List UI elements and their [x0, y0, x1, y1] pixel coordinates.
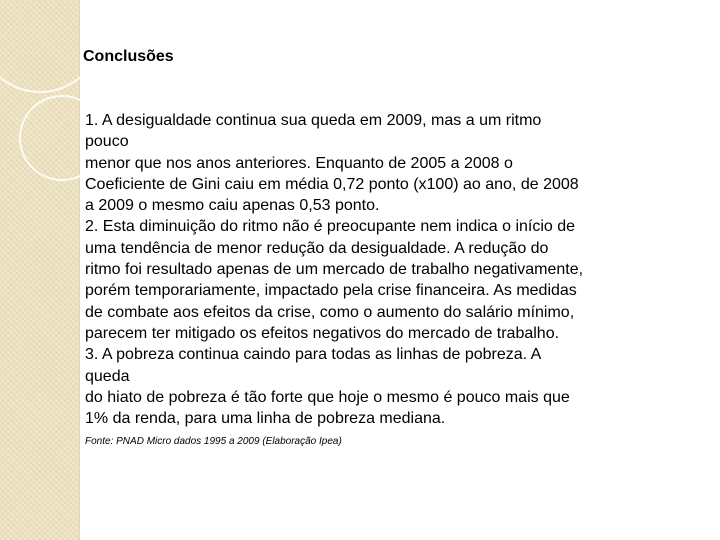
- source-note: Fonte: PNAD Micro dados 1995 a 2009 (Elaboração Ipea): [85, 436, 342, 447]
- body-line: 2. Esta diminuição do ritmo não é preocupante nem indica o início de: [85, 218, 576, 236]
- body-line: porém temporariamente, impactado pela crise financeira. As medidas: [85, 282, 577, 300]
- body-line: menor que nos anos anteriores. Enquanto de 2005 a 2008 o: [85, 154, 513, 172]
- body-line: de combate aos efeitos da crise, como o aumento do salário mínimo,: [85, 303, 575, 321]
- body-line: uma tendência de menor redução da desigualdade. A redução do: [85, 239, 549, 257]
- body-line: pouco: [85, 133, 129, 151]
- body-line: 3. A pobreza continua caindo para todas as linhas de pobreza. A: [85, 346, 542, 364]
- body-line: queda: [85, 367, 130, 385]
- body-line: do hiato de pobreza é tão forte que hoje o mesmo é pouco mais que: [85, 388, 570, 406]
- decorative-side-band: [0, 0, 80, 540]
- body-line: Coeficiente de Gini caiu em média 0,72 ponto (x100) ao ano, de 2008: [85, 175, 579, 193]
- body-line: 1. A desigualdade continua sua queda em 2009, mas a um ritmo: [85, 112, 542, 129]
- body-line: 1% da renda, para uma linha de pobreza mediana.: [85, 410, 446, 428]
- body-line: a 2009 o mesmo caiu apenas 0,53 ponto.: [85, 197, 380, 215]
- conclusions-body: [85, 110, 685, 429]
- slide-title: Conclusões: [83, 48, 174, 65]
- body-line: parecem ter mitigado os efeitos negativos do mercado de trabalho.: [85, 324, 560, 342]
- body-line: ritmo foi resultado apenas de um mercado de trabalho negativamente,: [85, 261, 584, 279]
